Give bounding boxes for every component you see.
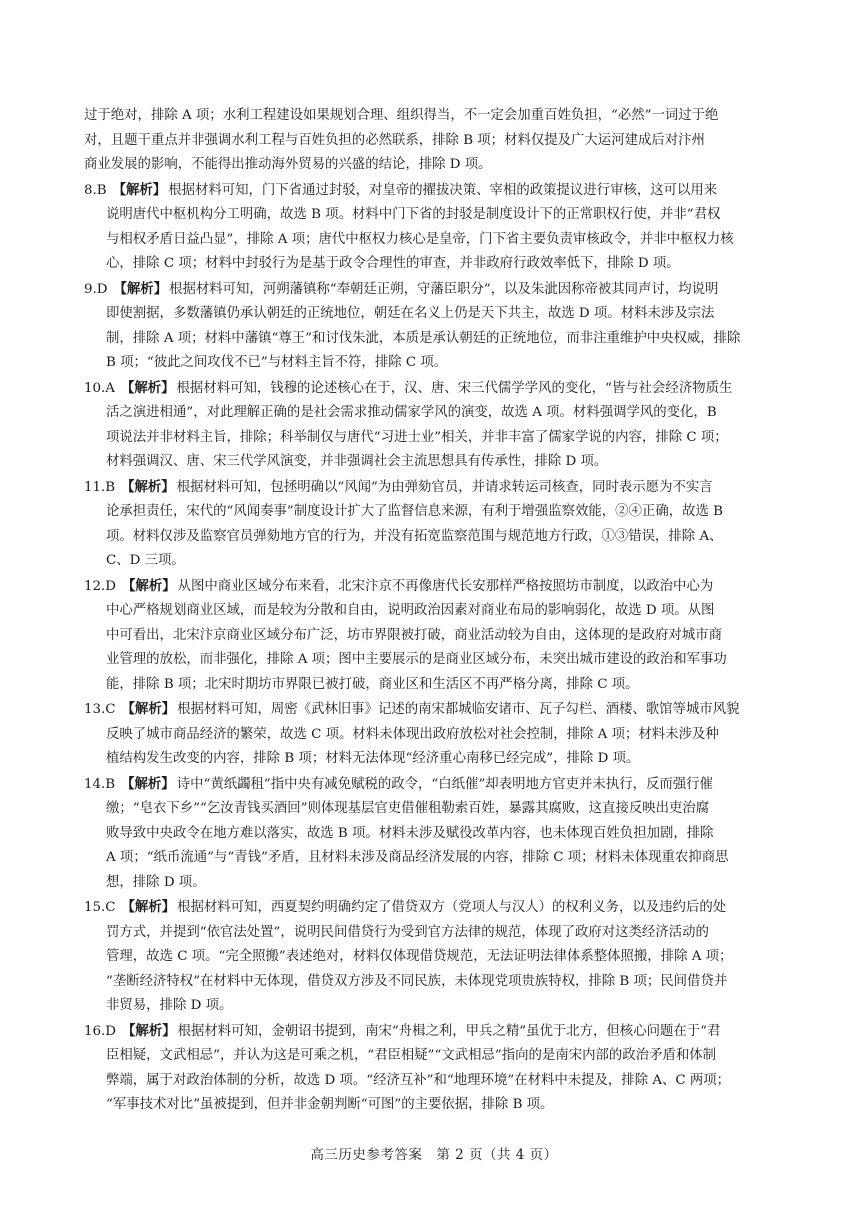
answer-line [84, 822, 784, 847]
answer-list [84, 178, 784, 1118]
answer-item [84, 178, 784, 277]
analysis-tag: 【解析】 [122, 577, 176, 594]
analysis-tag: 【解析】 [121, 775, 175, 792]
answer-line [84, 525, 784, 550]
analysis-text: 即使割据，多数藩镇仍承认朝廷的正统地位，朝廷在名义上仍是天下共主，故选 D 项。材料未涉及宗法 [106, 306, 715, 321]
answer-line [84, 945, 784, 970]
answer-item [84, 772, 784, 896]
question-number: 15. [84, 900, 106, 915]
answer-line [84, 747, 784, 772]
analysis-text: 材料强调汉、唐、宋三代学风演变，并非强调社会主流思想具有传承性，排除 D 项。 [106, 454, 608, 469]
intro-block [84, 104, 784, 178]
question-number: 16. [84, 1023, 106, 1039]
analysis-text: 说明唐代中枢机构分工明确，故选 B 项。材料中门下省的封驳是制度设计下的正常职权行使，并非“君权 [106, 207, 721, 222]
analysis-text: 项。材料仅涉及监察官员弹劾地方官的行为，并没有拓宽监察范围与规范地方行政，①③错误，排除 A、 [106, 528, 723, 544]
analysis-tag: 【解析】 [121, 899, 176, 915]
answer-line [84, 252, 784, 277]
intro-line: 商业发展的影响，不能得出推动海外贸易的兴盛的结论，排除 D 项。 [84, 157, 492, 172]
analysis-text: 根据材料可知，西夏契约明确约定了借贷双方（党项人与汉人）的权利义务，以及违约后的处 [177, 900, 727, 915]
answer-letter: D [105, 1023, 117, 1039]
answer-item [84, 574, 784, 698]
question-number: 9. [84, 281, 97, 297]
answer-letter: C [105, 900, 116, 915]
analysis-text: 根据材料可知，门下省通过封驳，对皇帝的擢拔决策、宰相的政策提议进行审核，这可以用来 [168, 182, 718, 198]
analysis-text: 根据材料可知，钱穆的论述核心在于，汉、唐、宋三代儒学学风的变化，“皆与社会经济物质生 [176, 380, 733, 396]
analysis-text: C、D 三项。 [106, 553, 185, 568]
analysis-text: 根据材料可知，周密《武林旧事》记述的南宋都城临安诸市、瓦子勾栏、酒楼、歌馆等城市风貌 [177, 702, 740, 717]
answer-line [84, 203, 784, 228]
answer-line [84, 500, 784, 525]
answer-line [84, 921, 784, 946]
answer-line [84, 228, 784, 253]
answer-line [84, 277, 784, 303]
analysis-text: 反映了城市商品经济的繁荣，故选 C 项。材料未体现出政府放松对社会控制，排除 A 项；材料未涉及种 [106, 726, 719, 742]
answer-line [84, 351, 784, 376]
answer-line [84, 772, 784, 798]
analysis-text: 制，排除 A 项；材料中藩镇“尊王”和讨伐朱泚，本质是承认朝廷的正统地位，而非注重维护中央权威，排除 [106, 330, 741, 346]
answer-line [84, 1093, 784, 1118]
answer-line [84, 723, 784, 748]
answer-line [84, 401, 784, 426]
answer-line [84, 302, 784, 327]
answer-line [84, 426, 784, 451]
answer-item [84, 1019, 784, 1118]
analysis-tag: 【解析】 [121, 478, 175, 495]
answer-line [84, 1044, 784, 1069]
answer-line [84, 673, 784, 698]
answer-line [84, 697, 784, 723]
analysis-tag: 【解析】 [113, 280, 168, 297]
intro-line: 过于绝对，排除 A 项；水利工程建设如果规划合理、组织得当，不一定会加重百姓负担，“必然”一词过于绝 [84, 108, 719, 123]
analysis-tag: 【解析】 [122, 1022, 176, 1039]
answer-line [84, 574, 784, 600]
question-number: 10. [84, 380, 106, 396]
answer-line [84, 895, 784, 921]
page-footer: 高三历史参考答案 第 2 页（共 4 页） [310, 1147, 558, 1163]
analysis-text: 活之演进相通”，对此理解正确的是社会需求推动儒家学风的演变，故选 A 项。材料强调学风的变化，B [106, 405, 717, 420]
analysis-text: 植结构发生改变的内容，排除 B 项；材料无法体现“经济重心南移已经完成”，排除 D 项。 [106, 751, 640, 766]
analysis-text: 败导致中央政令在地方难以落实，故选 B 项。材料未涉及赋役改革内容，也未体现百姓负担加剧，排除 [106, 825, 714, 841]
answer-line [84, 1069, 784, 1094]
answer-item [84, 475, 784, 574]
analysis-text: 管理，故选 C 项。“完全照搬”表述绝对，材料仅体现借贷规范，无法证明法律体系整体照搬，排除 A 项； [106, 949, 733, 964]
analysis-tag: 【解析】 [121, 701, 176, 717]
answer-line [84, 797, 784, 822]
analysis-text: 业管理的放松，而非强化，排除 A 项；图中主要展示的是商业区域分布，未突出城市建设的政治和军事功 [106, 652, 727, 667]
analysis-text: 能，排除 B 项；北宋时期坊市界限已被打破，商业区和生活区不再严格分离，排除 C 项。 [106, 676, 639, 692]
answer-line [84, 475, 784, 501]
answer-item [84, 697, 784, 772]
analysis-text: 臣相疑，文武相忌”，并认为这是可乘之机，“君臣相疑”“文武相忌”指向的是南宋内部的政治矛盾和体制 [106, 1048, 717, 1063]
analysis-text: 从图中商业区域分布来看，北宋汴京不再像唐代长安那样严格按照坊市制度，以政治中心为 [177, 578, 714, 594]
answer-item [84, 376, 784, 475]
answer-line [84, 871, 784, 896]
answer-item [84, 277, 784, 376]
analysis-tag: 【解析】 [112, 181, 167, 198]
answer-letter: C [105, 702, 116, 717]
analysis-text: “军事技术对比”虽被提到，但并非金朝判断“可图”的主要依据，排除 B 项。 [106, 1097, 554, 1112]
answer-letter: D [105, 578, 117, 594]
analysis-text: 中心严格规划商业区域，而是较为分散和自由，说明政治因素对商业布局的影响弱化，故选 D 项。从图 [106, 603, 715, 618]
answer-letter: B [96, 182, 107, 198]
answer-line [84, 376, 784, 402]
analysis-text: 想，排除 D 项。 [106, 874, 206, 890]
answer-line [84, 648, 784, 673]
analysis-text: 根据材料可知，金朝诏书提到，南宋“舟楫之利，甲兵之精”虽优于北方，但核心问题在于“君 [177, 1023, 721, 1039]
analysis-text: 根据材料可知，包拯明确以“风闻”为由弹劾官员，并请求转运司核查，同时表示愿为不实言 [176, 479, 713, 495]
analysis-text: 缴；“皂衣下乡”“乞汝青钱买酒回”则体现基层官吏借催租勒索百姓，暴露其腐败，这直接反映出吏治腐 [106, 801, 710, 816]
analysis-text: 论承担责任，宋代的“风闻奏事”制度设计扩大了监督信息来源，有利于增强监察效能，②④正确，故选 B [106, 504, 723, 519]
question-number: 12. [84, 578, 106, 594]
intro-line: 对，且题干重点并非强调水利工程与百姓负担的必然联系，排除 B 项；材料仅提及广大运河建成后对汴州 [84, 132, 705, 148]
answer-line [84, 549, 784, 574]
question-number: 11. [84, 479, 106, 495]
analysis-text: A 项；“纸币流通”与“青钱”矛盾，且材料未涉及商品经济发展的内容，排除 C 项；材料未体现重农抑商思 [106, 850, 729, 865]
question-number: 14. [84, 776, 106, 792]
answer-line [84, 327, 784, 352]
analysis-text: 非贸易，排除 D 项。 [106, 998, 233, 1013]
answer-page [84, 104, 784, 1118]
analysis-text: 中可看出，北宋汴京商业区域分布广泛，坊市界限被打破，商业活动较为自由，这体现的是政府对城市商 [106, 627, 722, 643]
answer-line [84, 1019, 784, 1045]
question-number: 13. [84, 702, 106, 717]
analysis-text: 心，排除 C 项；材料中封驳行为是基于政令合理性的审查，并非政府行政效率低下，排除 D 项。 [106, 256, 680, 271]
analysis-text: 罚方式，并提到“依官法处置”，说明民间借贷行为受到官方法律的规范，体现了政府对这类经济活动的 [106, 924, 709, 940]
answer-letter: A [105, 380, 115, 396]
answer-letter: B [105, 479, 116, 495]
analysis-text: “垄断经济特权”在材料中无体现，借贷双方涉及不同民族，未体现党项贵族特权，排除 B 项；民间借贷并 [106, 973, 728, 989]
analysis-text: 弊端，属于对政治体制的分析，故选 D 项。“经济互补”和“地理环境”在材料中未提及，排除 A、C 两项； [106, 1072, 731, 1088]
analysis-tag: 【解析】 [120, 379, 175, 396]
question-number: 8. [84, 182, 97, 198]
answer-item [84, 895, 784, 1019]
answer-letter: D [96, 281, 108, 297]
answer-line [84, 599, 784, 624]
answer-line [84, 846, 784, 871]
answer-line [84, 970, 784, 995]
answer-line [84, 994, 784, 1019]
analysis-text: 根据材料可知，河朔藩镇称“奉朝廷正朔，守藩臣职分”，以及朱泚因称帝被其同声讨，均说明 [169, 281, 719, 297]
answer-line [84, 178, 784, 204]
answer-line [84, 450, 784, 475]
analysis-text: B 项；“彼此之间攻伐不已”与材料主旨不符，排除 C 项。 [106, 355, 448, 370]
analysis-text: 项说法并非材料主旨，排除；科举制仅与唐代“习进士业”相关，并非丰富了儒家学说的内容，排除 C 项； [106, 429, 728, 445]
answer-letter: B [105, 776, 116, 792]
analysis-text: 与相权矛盾日益凸显”，排除 A 项；唐代中枢权力核心是皇帝，门下省主要负责审核政令，并非中枢权力核 [106, 231, 734, 247]
analysis-text: 诗中“黄纸蠲租”指中央有减免赋税的政令，“白纸催”却表明地方官吏并未执行，反而强行催 [176, 776, 713, 792]
answer-line [84, 624, 784, 649]
